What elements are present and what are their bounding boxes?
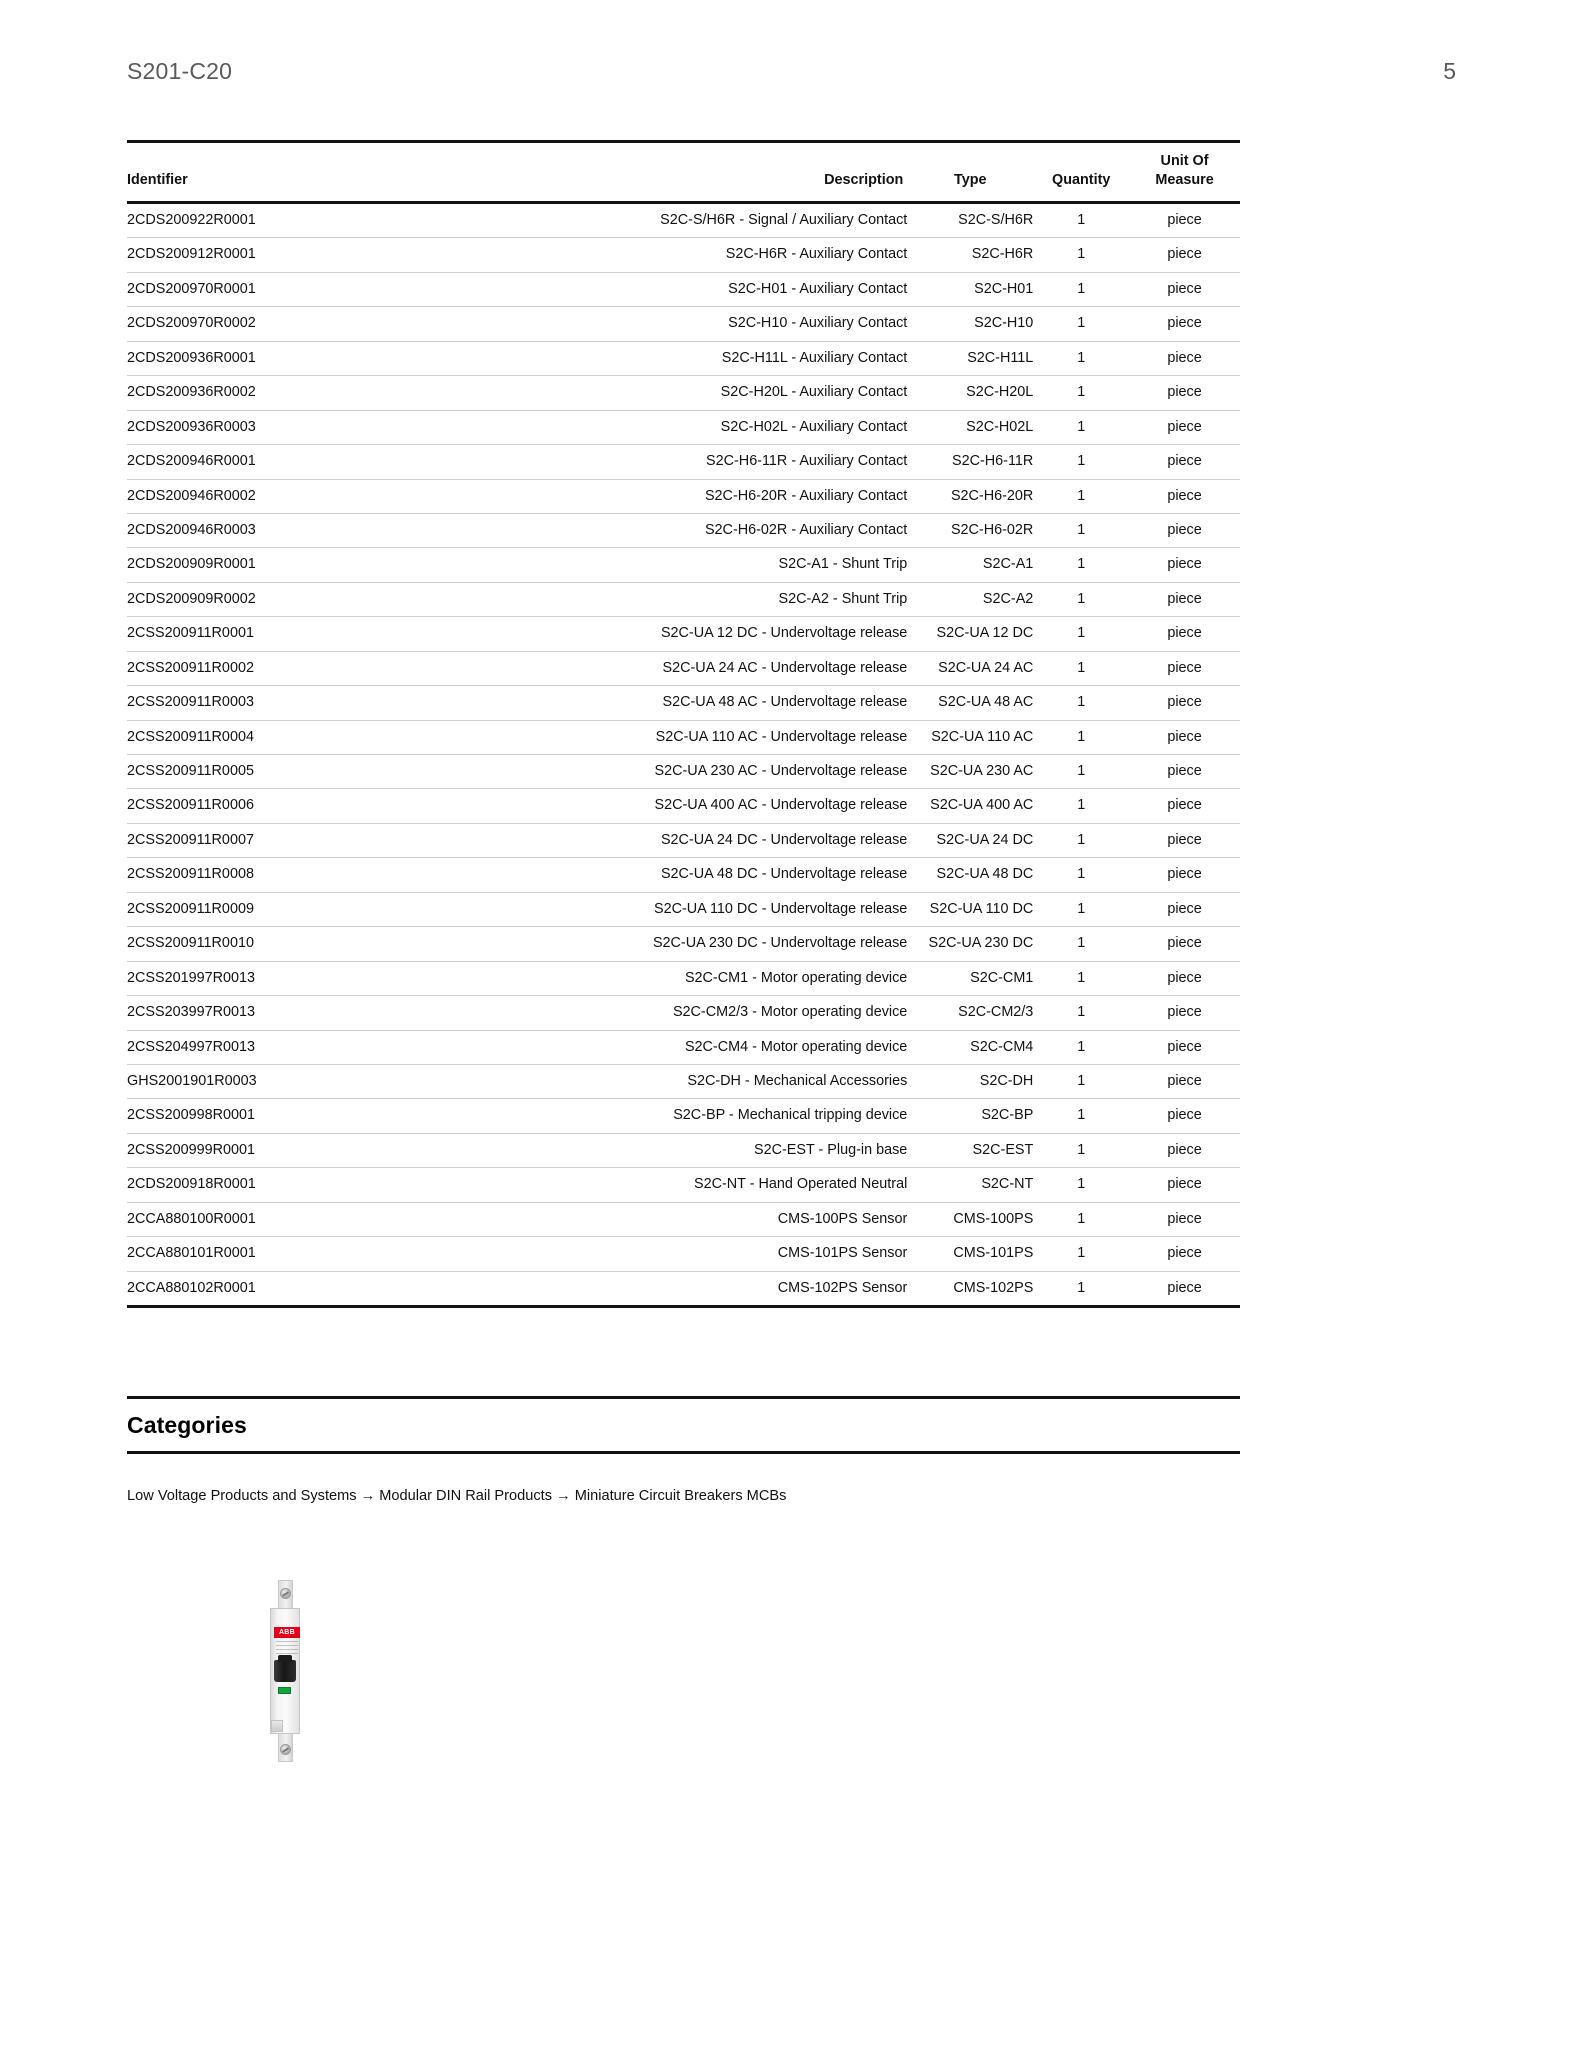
column-header-description: Description: [530, 142, 907, 203]
mcb-din-clip: [271, 1720, 283, 1732]
cell-unit: piece: [1129, 203, 1240, 238]
categories-title: Categories: [127, 1412, 247, 1438]
cell-type: CMS-101PS: [907, 1237, 1033, 1271]
cell-quantity: 1: [1033, 1168, 1129, 1202]
cell-description: S2C-BP - Mechanical tripping device: [530, 1099, 907, 1133]
cell-type: S2C-UA 110 AC: [907, 720, 1033, 754]
table-row: [127, 548, 1240, 582]
cell-quantity: 1: [1033, 1064, 1129, 1098]
cell-quantity: 1: [1033, 892, 1129, 926]
cell-unit: piece: [1129, 789, 1240, 823]
table-row: [127, 720, 1240, 754]
cell-quantity: 1: [1033, 789, 1129, 823]
cell-quantity: 1: [1033, 479, 1129, 513]
mcb-top-screw-icon: [280, 1588, 291, 1599]
cell-unit: piece: [1129, 513, 1240, 547]
cell-quantity: 1: [1033, 823, 1129, 857]
cell-type: S2C-CM4: [907, 1030, 1033, 1064]
cell-identifier: 2CSS201997R0013: [127, 961, 530, 995]
table-row: [127, 341, 1240, 375]
cell-quantity: 1: [1033, 307, 1129, 341]
cell-type: S2C-S/H6R: [907, 203, 1033, 238]
cell-identifier: 2CDS200970R0001: [127, 272, 530, 306]
cell-quantity: 1: [1033, 961, 1129, 995]
cell-identifier: 2CSS204997R0013: [127, 1030, 530, 1064]
cell-description: S2C-CM1 - Motor operating device: [530, 961, 907, 995]
mcb-toggle-lever: [274, 1660, 296, 1682]
cell-unit: piece: [1129, 617, 1240, 651]
cell-type: CMS-100PS: [907, 1202, 1033, 1236]
cell-unit: piece: [1129, 582, 1240, 616]
cell-type: S2C-NT: [907, 1168, 1033, 1202]
cell-unit: piece: [1129, 651, 1240, 685]
cell-description: CMS-101PS Sensor: [530, 1237, 907, 1271]
cell-type: S2C-UA 48 AC: [907, 686, 1033, 720]
cell-identifier: 2CDS200936R0002: [127, 376, 530, 410]
cell-type: S2C-A1: [907, 548, 1033, 582]
cell-quantity: 1: [1033, 651, 1129, 685]
cell-unit: piece: [1129, 686, 1240, 720]
cell-type: S2C-EST: [907, 1133, 1033, 1167]
column-header-unit-of-measure: [1129, 142, 1240, 203]
table-row: [127, 789, 1240, 823]
cell-identifier: 2CDS200946R0003: [127, 513, 530, 547]
table-row: [127, 1168, 1240, 1202]
table-row: [127, 1099, 1240, 1133]
cell-identifier: 2CSS200911R0006: [127, 789, 530, 823]
cell-description: S2C-UA 48 DC - Undervoltage release: [530, 858, 907, 892]
column-header-type: Type: [907, 142, 1033, 203]
cell-description: S2C-A1 - Shunt Trip: [530, 548, 907, 582]
cell-unit: piece: [1129, 307, 1240, 341]
cell-identifier: 2CSS200998R0001: [127, 1099, 530, 1133]
cell-unit: piece: [1129, 1237, 1240, 1271]
cell-description: S2C-CM4 - Motor operating device: [530, 1030, 907, 1064]
table-row: [127, 755, 1240, 789]
cell-identifier: 2CSS200999R0001: [127, 1133, 530, 1167]
table-row: [127, 858, 1240, 892]
cell-identifier: 2CDS200946R0001: [127, 445, 530, 479]
cell-description: S2C-UA 110 AC - Undervoltage release: [530, 720, 907, 754]
accessories-table: [127, 140, 1240, 1308]
cell-description: S2C-H6-11R - Auxiliary Contact: [530, 445, 907, 479]
cell-type: S2C-DH: [907, 1064, 1033, 1098]
table-row: [127, 376, 1240, 410]
cell-identifier: 2CSS200911R0007: [127, 823, 530, 857]
cell-description: S2C-H10 - Auxiliary Contact: [530, 307, 907, 341]
unit-of-measure-line2: Measure: [1155, 172, 1214, 189]
cell-unit: piece: [1129, 1030, 1240, 1064]
cell-quantity: 1: [1033, 548, 1129, 582]
cell-description: S2C-H6R - Auxiliary Contact: [530, 238, 907, 272]
cell-description: S2C-A2 - Shunt Trip: [530, 582, 907, 616]
cell-identifier: 2CDS200912R0001: [127, 238, 530, 272]
cell-unit: piece: [1129, 341, 1240, 375]
cell-unit: piece: [1129, 1271, 1240, 1306]
cell-unit: piece: [1129, 548, 1240, 582]
accessories-table-container: [127, 140, 1240, 1308]
abb-logo: [274, 1627, 300, 1638]
cell-quantity: 1: [1033, 445, 1129, 479]
cell-unit: piece: [1129, 1064, 1240, 1098]
cell-type: S2C-H6R: [907, 238, 1033, 272]
cell-quantity: 1: [1033, 341, 1129, 375]
cell-unit: piece: [1129, 961, 1240, 995]
cell-type: S2C-UA 230 AC: [907, 755, 1033, 789]
table-row: [127, 1133, 1240, 1167]
cell-quantity: 1: [1033, 272, 1129, 306]
cell-unit: piece: [1129, 1099, 1240, 1133]
table-row: [127, 961, 1240, 995]
cell-identifier: 2CDS200936R0003: [127, 410, 530, 444]
table-row: [127, 203, 1240, 238]
cell-quantity: 1: [1033, 720, 1129, 754]
cell-description: S2C-DH - Mechanical Accessories: [530, 1064, 907, 1098]
cell-identifier: 2CSS200911R0010: [127, 927, 530, 961]
cell-identifier: 2CSS200911R0003: [127, 686, 530, 720]
cell-type: S2C-UA 400 AC: [907, 789, 1033, 823]
mcb-bottom-screw-icon: [280, 1744, 291, 1755]
cell-quantity: 1: [1033, 755, 1129, 789]
table-row: [127, 513, 1240, 547]
cell-unit: piece: [1129, 1202, 1240, 1236]
cell-quantity: 1: [1033, 1271, 1129, 1306]
cell-type: S2C-CM2/3: [907, 996, 1033, 1030]
cell-unit: piece: [1129, 238, 1240, 272]
cell-identifier: 2CSS203997R0013: [127, 996, 530, 1030]
unit-of-measure-line1: Unit Of: [1160, 153, 1209, 169]
cell-identifier: 2CSS200911R0009: [127, 892, 530, 926]
cell-identifier: GHS2001901R0003: [127, 1064, 530, 1098]
cell-type: S2C-H02L: [907, 410, 1033, 444]
table-row: [127, 307, 1240, 341]
cell-quantity: 1: [1033, 1202, 1129, 1236]
cell-unit: piece: [1129, 927, 1240, 961]
cell-identifier: 2CSS200911R0005: [127, 755, 530, 789]
table-header-row: [127, 142, 1240, 203]
cell-identifier: 2CDS200918R0001: [127, 1168, 530, 1202]
cell-description: S2C-H11L - Auxiliary Contact: [530, 341, 907, 375]
cell-description: S2C-H20L - Auxiliary Contact: [530, 376, 907, 410]
cell-description: S2C-H6-02R - Auxiliary Contact: [530, 513, 907, 547]
table-row: [127, 1237, 1240, 1271]
cell-identifier: 2CCA880101R0001: [127, 1237, 530, 1271]
cell-description: S2C-NT - Hand Operated Neutral: [530, 1168, 907, 1202]
table-row: [127, 996, 1240, 1030]
cell-quantity: 1: [1033, 410, 1129, 444]
cell-identifier: 2CDS200946R0002: [127, 479, 530, 513]
page-header: [127, 58, 1456, 94]
cell-quantity: 1: [1033, 617, 1129, 651]
cell-type: S2C-UA 110 DC: [907, 892, 1033, 926]
cell-type: S2C-H11L: [907, 341, 1033, 375]
cell-quantity: 1: [1033, 1099, 1129, 1133]
table-row: [127, 651, 1240, 685]
table-row: [127, 686, 1240, 720]
cell-type: S2C-BP: [907, 1099, 1033, 1133]
cell-description: S2C-UA 48 AC - Undervoltage release: [530, 686, 907, 720]
cell-identifier: 2CCA880102R0001: [127, 1271, 530, 1306]
cell-type: S2C-UA 230 DC: [907, 927, 1033, 961]
cell-unit: piece: [1129, 823, 1240, 857]
cell-description: S2C-CM2/3 - Motor operating device: [530, 996, 907, 1030]
cell-description: S2C-H6-20R - Auxiliary Contact: [530, 479, 907, 513]
cell-description: S2C-UA 230 AC - Undervoltage release: [530, 755, 907, 789]
table-row: [127, 1202, 1240, 1236]
column-header-quantity: Quantity: [1033, 142, 1129, 203]
cell-unit: piece: [1129, 272, 1240, 306]
cell-identifier: 2CDS200970R0002: [127, 307, 530, 341]
cell-quantity: 1: [1033, 1030, 1129, 1064]
categories-section: [127, 1396, 1240, 1504]
abb-logo-text: ABB: [278, 1629, 296, 1636]
table-head: [127, 142, 1240, 203]
cell-type: S2C-H6-20R: [907, 479, 1033, 513]
cell-quantity: 1: [1033, 1237, 1129, 1271]
cell-description: S2C-UA 24 DC - Undervoltage release: [530, 823, 907, 857]
cell-type: S2C-H20L: [907, 376, 1033, 410]
cell-type: S2C-H01: [907, 272, 1033, 306]
cell-description: S2C-EST - Plug-in base: [530, 1133, 907, 1167]
cell-type: CMS-102PS: [907, 1271, 1033, 1306]
cell-description: S2C-UA 400 AC - Undervoltage release: [530, 789, 907, 823]
cell-description: CMS-102PS Sensor: [530, 1271, 907, 1306]
cell-identifier: 2CDS200922R0001: [127, 203, 530, 238]
cell-identifier: 2CDS200909R0002: [127, 582, 530, 616]
cell-description: S2C-H02L - Auxiliary Contact: [530, 410, 907, 444]
cell-quantity: 1: [1033, 513, 1129, 547]
table-body: [127, 203, 1240, 1307]
cell-unit: piece: [1129, 858, 1240, 892]
table-row: [127, 479, 1240, 513]
mcb-illustration: [266, 1580, 304, 1762]
cell-type: S2C-A2: [907, 582, 1033, 616]
table-row: [127, 410, 1240, 444]
table-row: [127, 445, 1240, 479]
cell-unit: piece: [1129, 1133, 1240, 1167]
cell-quantity: 1: [1033, 996, 1129, 1030]
table-row: [127, 1030, 1240, 1064]
table-row: [127, 238, 1240, 272]
cell-identifier: 2CSS200911R0001: [127, 617, 530, 651]
table-row: [127, 1271, 1240, 1306]
cell-quantity: 1: [1033, 1133, 1129, 1167]
cell-identifier: 2CSS200911R0008: [127, 858, 530, 892]
table-row: [127, 1064, 1240, 1098]
categories-breadcrumb: Low Voltage Products and Systems → Modular DIN Rail Products → Miniature Circuit Breakers MCBs: [127, 1488, 787, 1504]
cell-type: S2C-H6-02R: [907, 513, 1033, 547]
cell-type: S2C-UA 24 AC: [907, 651, 1033, 685]
cell-unit: piece: [1129, 376, 1240, 410]
header-product-title: S201-C20: [127, 58, 233, 84]
cell-unit: piece: [1129, 720, 1240, 754]
table-row: [127, 582, 1240, 616]
table-row: [127, 823, 1240, 857]
cell-unit: piece: [1129, 996, 1240, 1030]
page-number: 5: [1443, 58, 1456, 84]
mcb-printed-rating: [276, 1641, 298, 1655]
cell-quantity: 1: [1033, 858, 1129, 892]
cell-quantity: 1: [1033, 238, 1129, 272]
table-row: [127, 892, 1240, 926]
cell-description: S2C-UA 110 DC - Undervoltage release: [530, 892, 907, 926]
cell-unit: piece: [1129, 1168, 1240, 1202]
cell-unit: piece: [1129, 410, 1240, 444]
cell-quantity: 1: [1033, 686, 1129, 720]
cell-description: CMS-100PS Sensor: [530, 1202, 907, 1236]
cell-description: S2C-UA 24 AC - Undervoltage release: [530, 651, 907, 685]
column-header-identifier: Identifier: [127, 142, 530, 203]
table-row: [127, 617, 1240, 651]
cell-identifier: 2CDS200936R0001: [127, 341, 530, 375]
cell-quantity: 1: [1033, 376, 1129, 410]
cell-unit: piece: [1129, 445, 1240, 479]
product-image-mcb: [266, 1580, 304, 1762]
cell-type: S2C-UA 48 DC: [907, 858, 1033, 892]
table-row: [127, 272, 1240, 306]
cell-description: S2C-UA 230 DC - Undervoltage release: [530, 927, 907, 961]
cell-unit: piece: [1129, 479, 1240, 513]
cell-identifier: 2CSS200911R0004: [127, 720, 530, 754]
cell-identifier: 2CCA880100R0001: [127, 1202, 530, 1236]
cell-type: S2C-H10: [907, 307, 1033, 341]
cell-type: S2C-H6-11R: [907, 445, 1033, 479]
cell-quantity: 1: [1033, 203, 1129, 238]
cell-description: S2C-H01 - Auxiliary Contact: [530, 272, 907, 306]
cell-identifier: 2CDS200909R0001: [127, 548, 530, 582]
mcb-status-indicator: [278, 1687, 291, 1694]
cell-unit: piece: [1129, 892, 1240, 926]
cell-unit: piece: [1129, 755, 1240, 789]
cell-type: S2C-UA 12 DC: [907, 617, 1033, 651]
cell-quantity: 1: [1033, 582, 1129, 616]
cell-quantity: 1: [1033, 927, 1129, 961]
cell-description: S2C-UA 12 DC - Undervoltage release: [530, 617, 907, 651]
cell-type: S2C-CM1: [907, 961, 1033, 995]
table-row: [127, 927, 1240, 961]
cell-identifier: 2CSS200911R0002: [127, 651, 530, 685]
cell-description: S2C-S/H6R - Signal / Auxiliary Contact: [530, 203, 907, 238]
cell-type: S2C-UA 24 DC: [907, 823, 1033, 857]
